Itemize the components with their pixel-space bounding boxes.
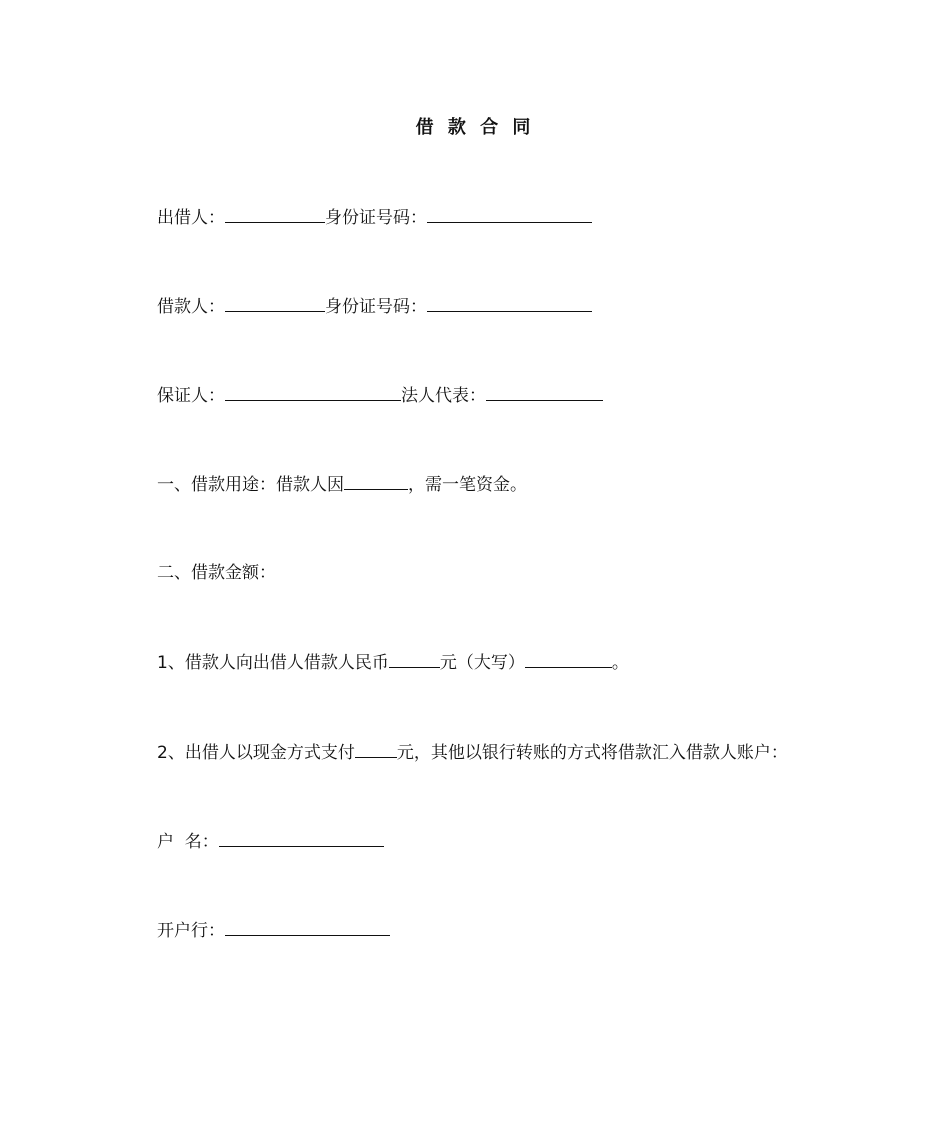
purpose-line <box>157 472 527 497</box>
purpose-text-after: ，需一笔资金。 <box>408 475 527 495</box>
account-name-blank[interactable] <box>219 829 384 847</box>
clause-1-line <box>157 650 629 675</box>
clause-2-line <box>157 740 788 765</box>
lender-name-blank[interactable] <box>225 205 325 223</box>
amount-uppercase-blank[interactable] <box>525 650 612 668</box>
legal-rep-label: 法人代表： <box>401 386 486 406</box>
lender-label: 出借人： <box>157 208 225 228</box>
purpose-blank[interactable] <box>344 472 408 490</box>
account-name-label: 户 名： <box>157 832 219 852</box>
legal-rep-blank[interactable] <box>486 383 603 401</box>
borrower-label: 借款人： <box>157 297 225 317</box>
borrower-id-blank[interactable] <box>427 294 592 312</box>
clause-2-text-before: 2、出借人以现金方式支付 <box>157 743 355 763</box>
bank-label: 开户行： <box>157 921 225 941</box>
clause-1-text-after: 。 <box>611 653 629 673</box>
borrower-line <box>157 294 592 319</box>
lender-id-label: 身份证号码： <box>325 208 427 228</box>
bank-line <box>157 918 390 943</box>
clause-2-text-after: 元，其他以银行转账的方式将借款汇入借款人账户： <box>396 743 788 763</box>
lender-id-blank[interactable] <box>427 205 592 223</box>
purpose-text-before: 一、借款用途：借款人因 <box>157 475 344 495</box>
borrower-name-blank[interactable] <box>225 294 325 312</box>
borrower-id-label: 身份证号码： <box>325 297 427 317</box>
cash-amount-blank[interactable] <box>355 740 397 758</box>
clause-1-text-before: 1、借款人向出借人借款人民币 <box>157 653 389 673</box>
guarantor-line <box>157 383 603 408</box>
clause-1-text-middle: 元（大写） <box>439 653 525 673</box>
bank-blank[interactable] <box>225 918 390 936</box>
amount-number-blank[interactable] <box>389 650 440 668</box>
document-title: 借 款 合 同 <box>415 117 535 138</box>
account-name-line <box>157 829 384 854</box>
guarantor-label: 保证人： <box>157 386 225 406</box>
guarantor-name-blank[interactable] <box>225 383 401 401</box>
amount-heading: 二、借款金额： <box>157 563 276 583</box>
lender-line <box>157 205 592 230</box>
